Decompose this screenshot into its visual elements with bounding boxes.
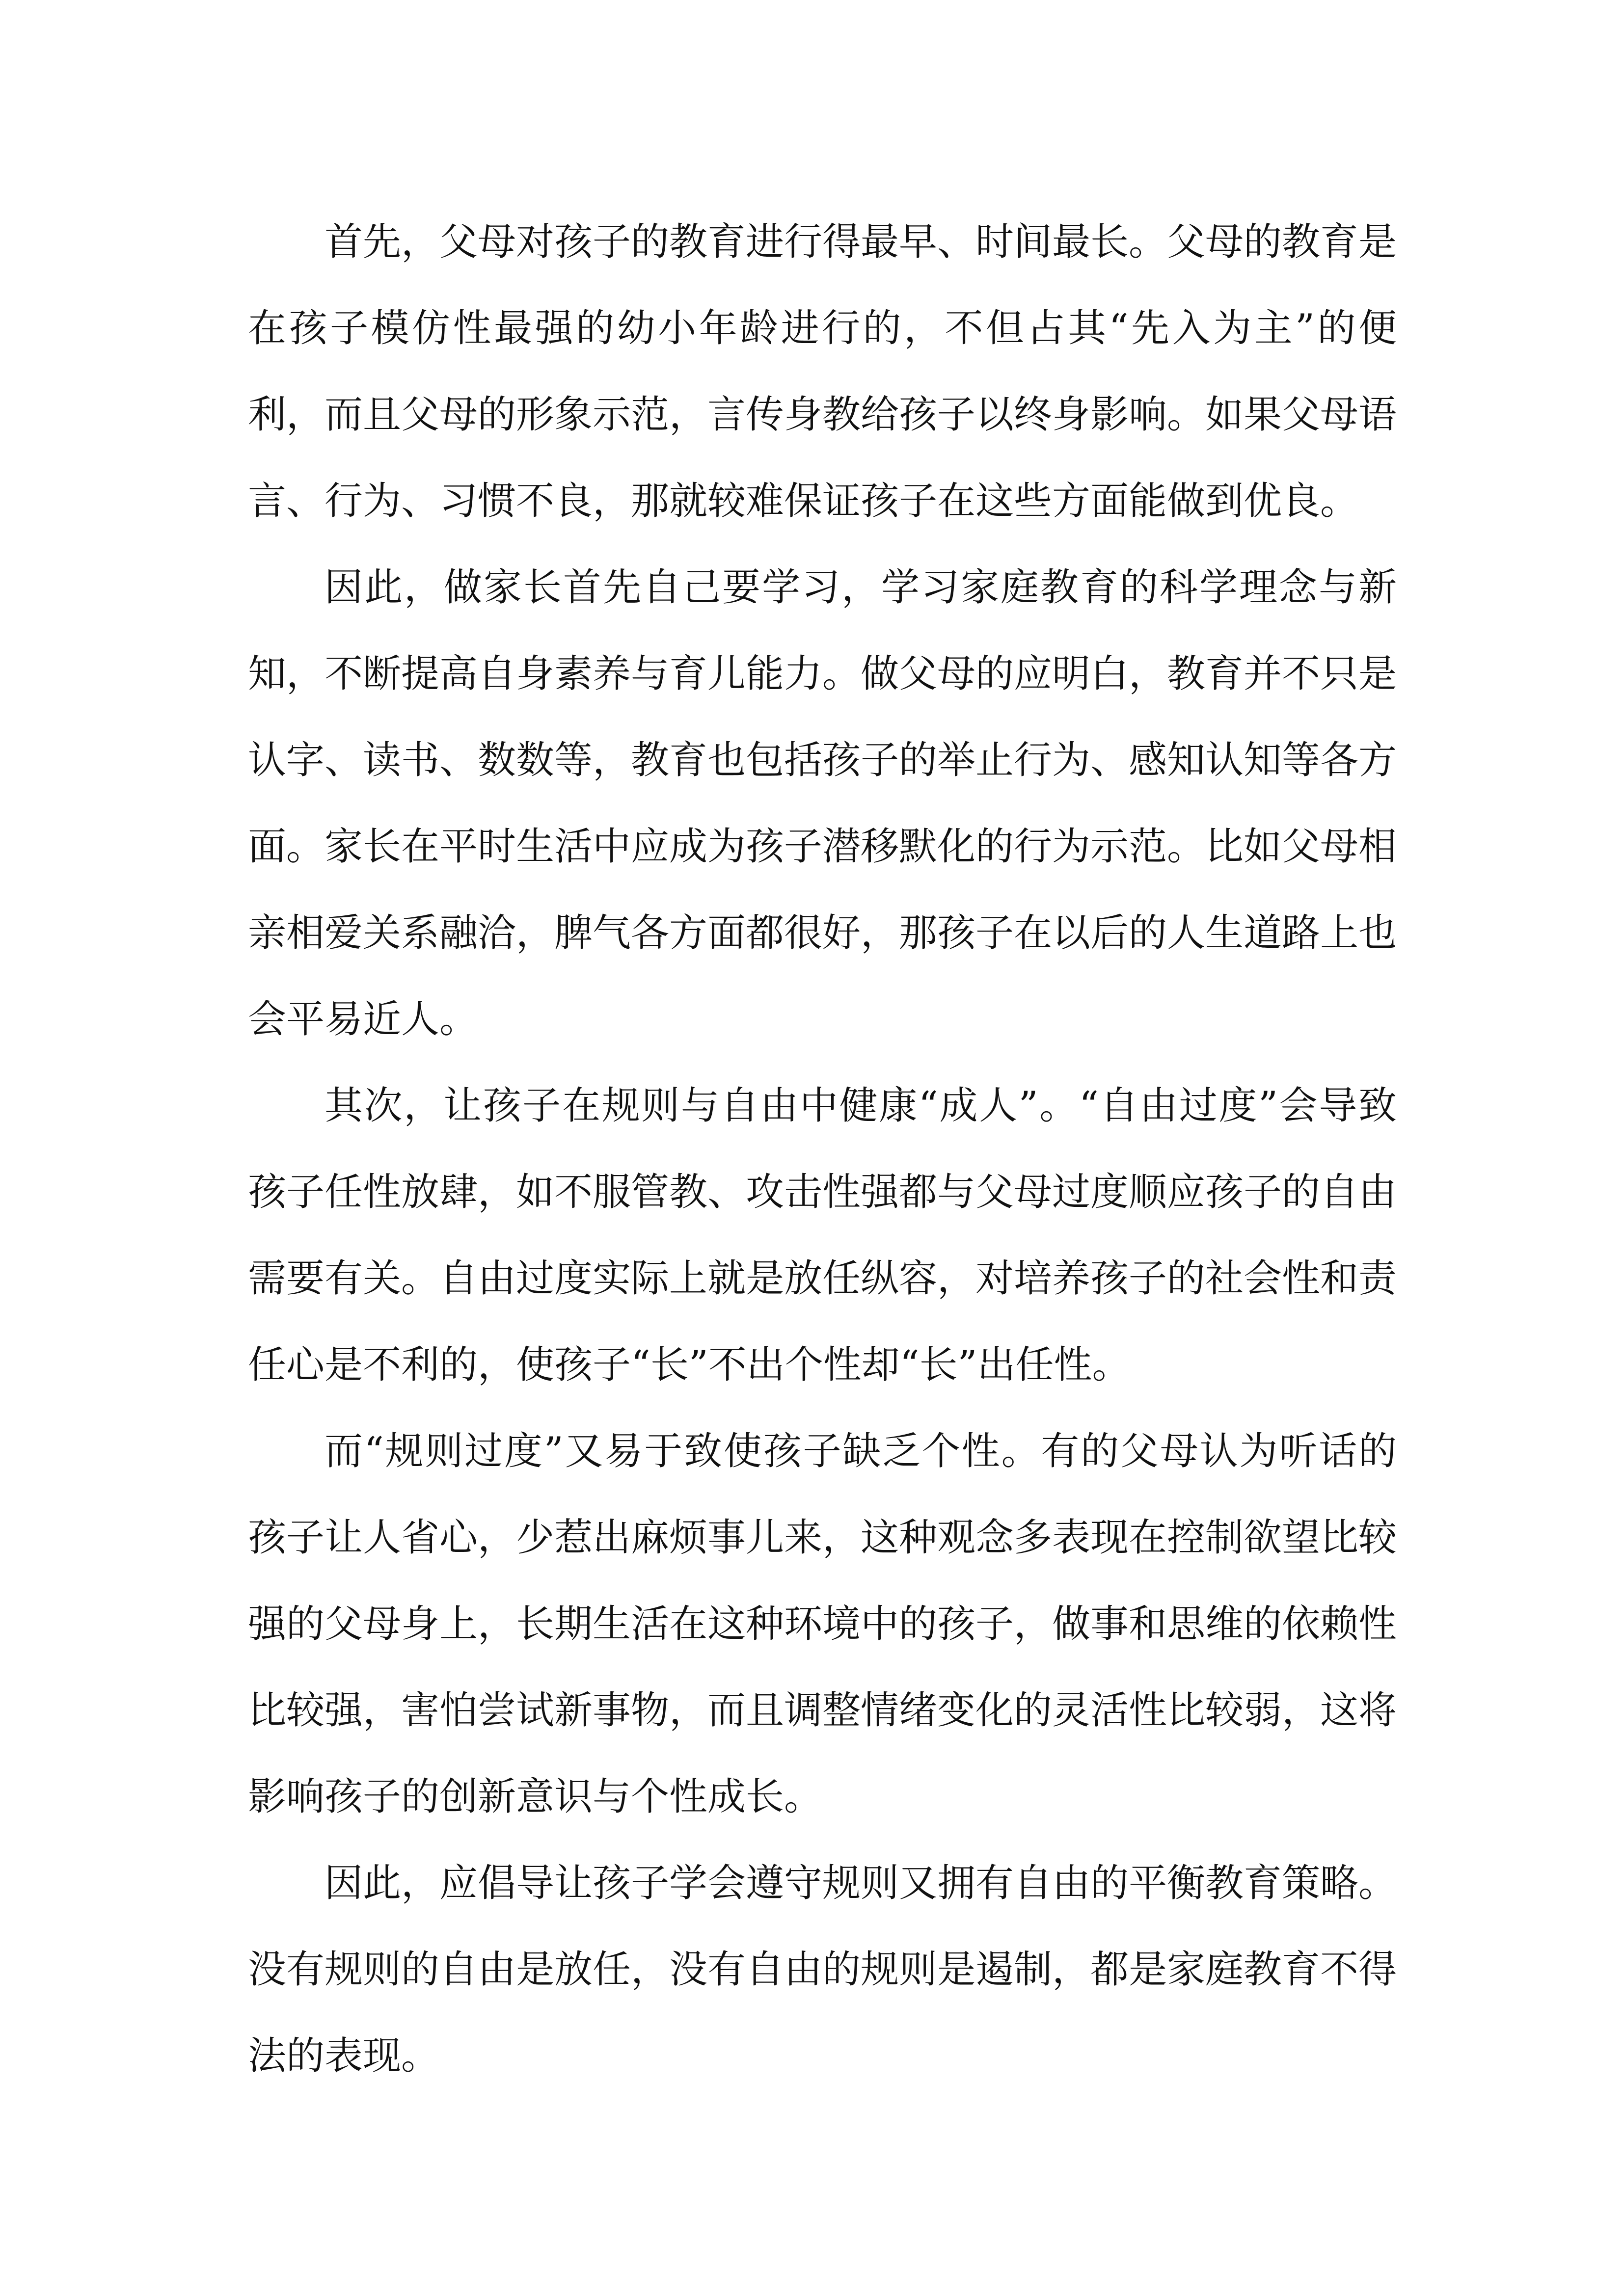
- paragraph-1: 首先，父母对孩子的教育进行得最早、时间最长。父母的教育是在孩子模仿性最强的幼小年龄进行的，不但占其“先入为主”的便利，而且父母的形象示范，言传身教给孩子以终身影响。如果父母语言、行为、习惯不良，那就较难保证孩子在这些方面能做到优良。: [248, 220, 1397, 523]
- paragraph-3: 其次，让孩子在规则与自由中健康“成人”。“自由过度”会导致孩子任性放肆，如不服管教、攻击性强都与父母过度顺应孩子的自由需要有关。自由过度实际上就是放任纵容，对培养孩子的社会性和责任心是不利的，使孩子“长”不出个性却“长”出任性。: [248, 1084, 1397, 1387]
- document-body: [248, 199, 1397, 2099]
- paragraph-4: 而“规则过度”又易于致使孩子缺乏个性。有的父母认为听话的孩子让人省心，少惹出麻烦事儿来，这种观念多表现在控制欲望比较强的父母身上，长期生活在这种环境中的孩子，做事和思维的依赖性比较强，害怕尝试新事物，而且调整情绪变化的灵活性比较弱，这将影响孩子的创新意识与个性成长。: [248, 1429, 1397, 1819]
- paragraph-5: 因此，应倡导让孩子学会遵守规则又拥有自由的平衡教育策略。没有规则的自由是放任，没有自由的规则是遏制，都是家庭教育不得法的表现。: [248, 1861, 1397, 2078]
- paragraph-2: 因此，做家长首先自己要学习，学习家庭教育的科学理念与新知，不断提高自身素养与育儿能力。做父母的应明白，教育并不只是认字、读书、数数等，教育也包括孩子的举止行为、感知认知等各方面。家长在平时生活中应成为孩子潜移默化的行为示范。比如父母相亲相爱关系融洽，脾气各方面都很好，那孩子在以后的人生道路上也会平易近人。: [248, 565, 1397, 1041]
